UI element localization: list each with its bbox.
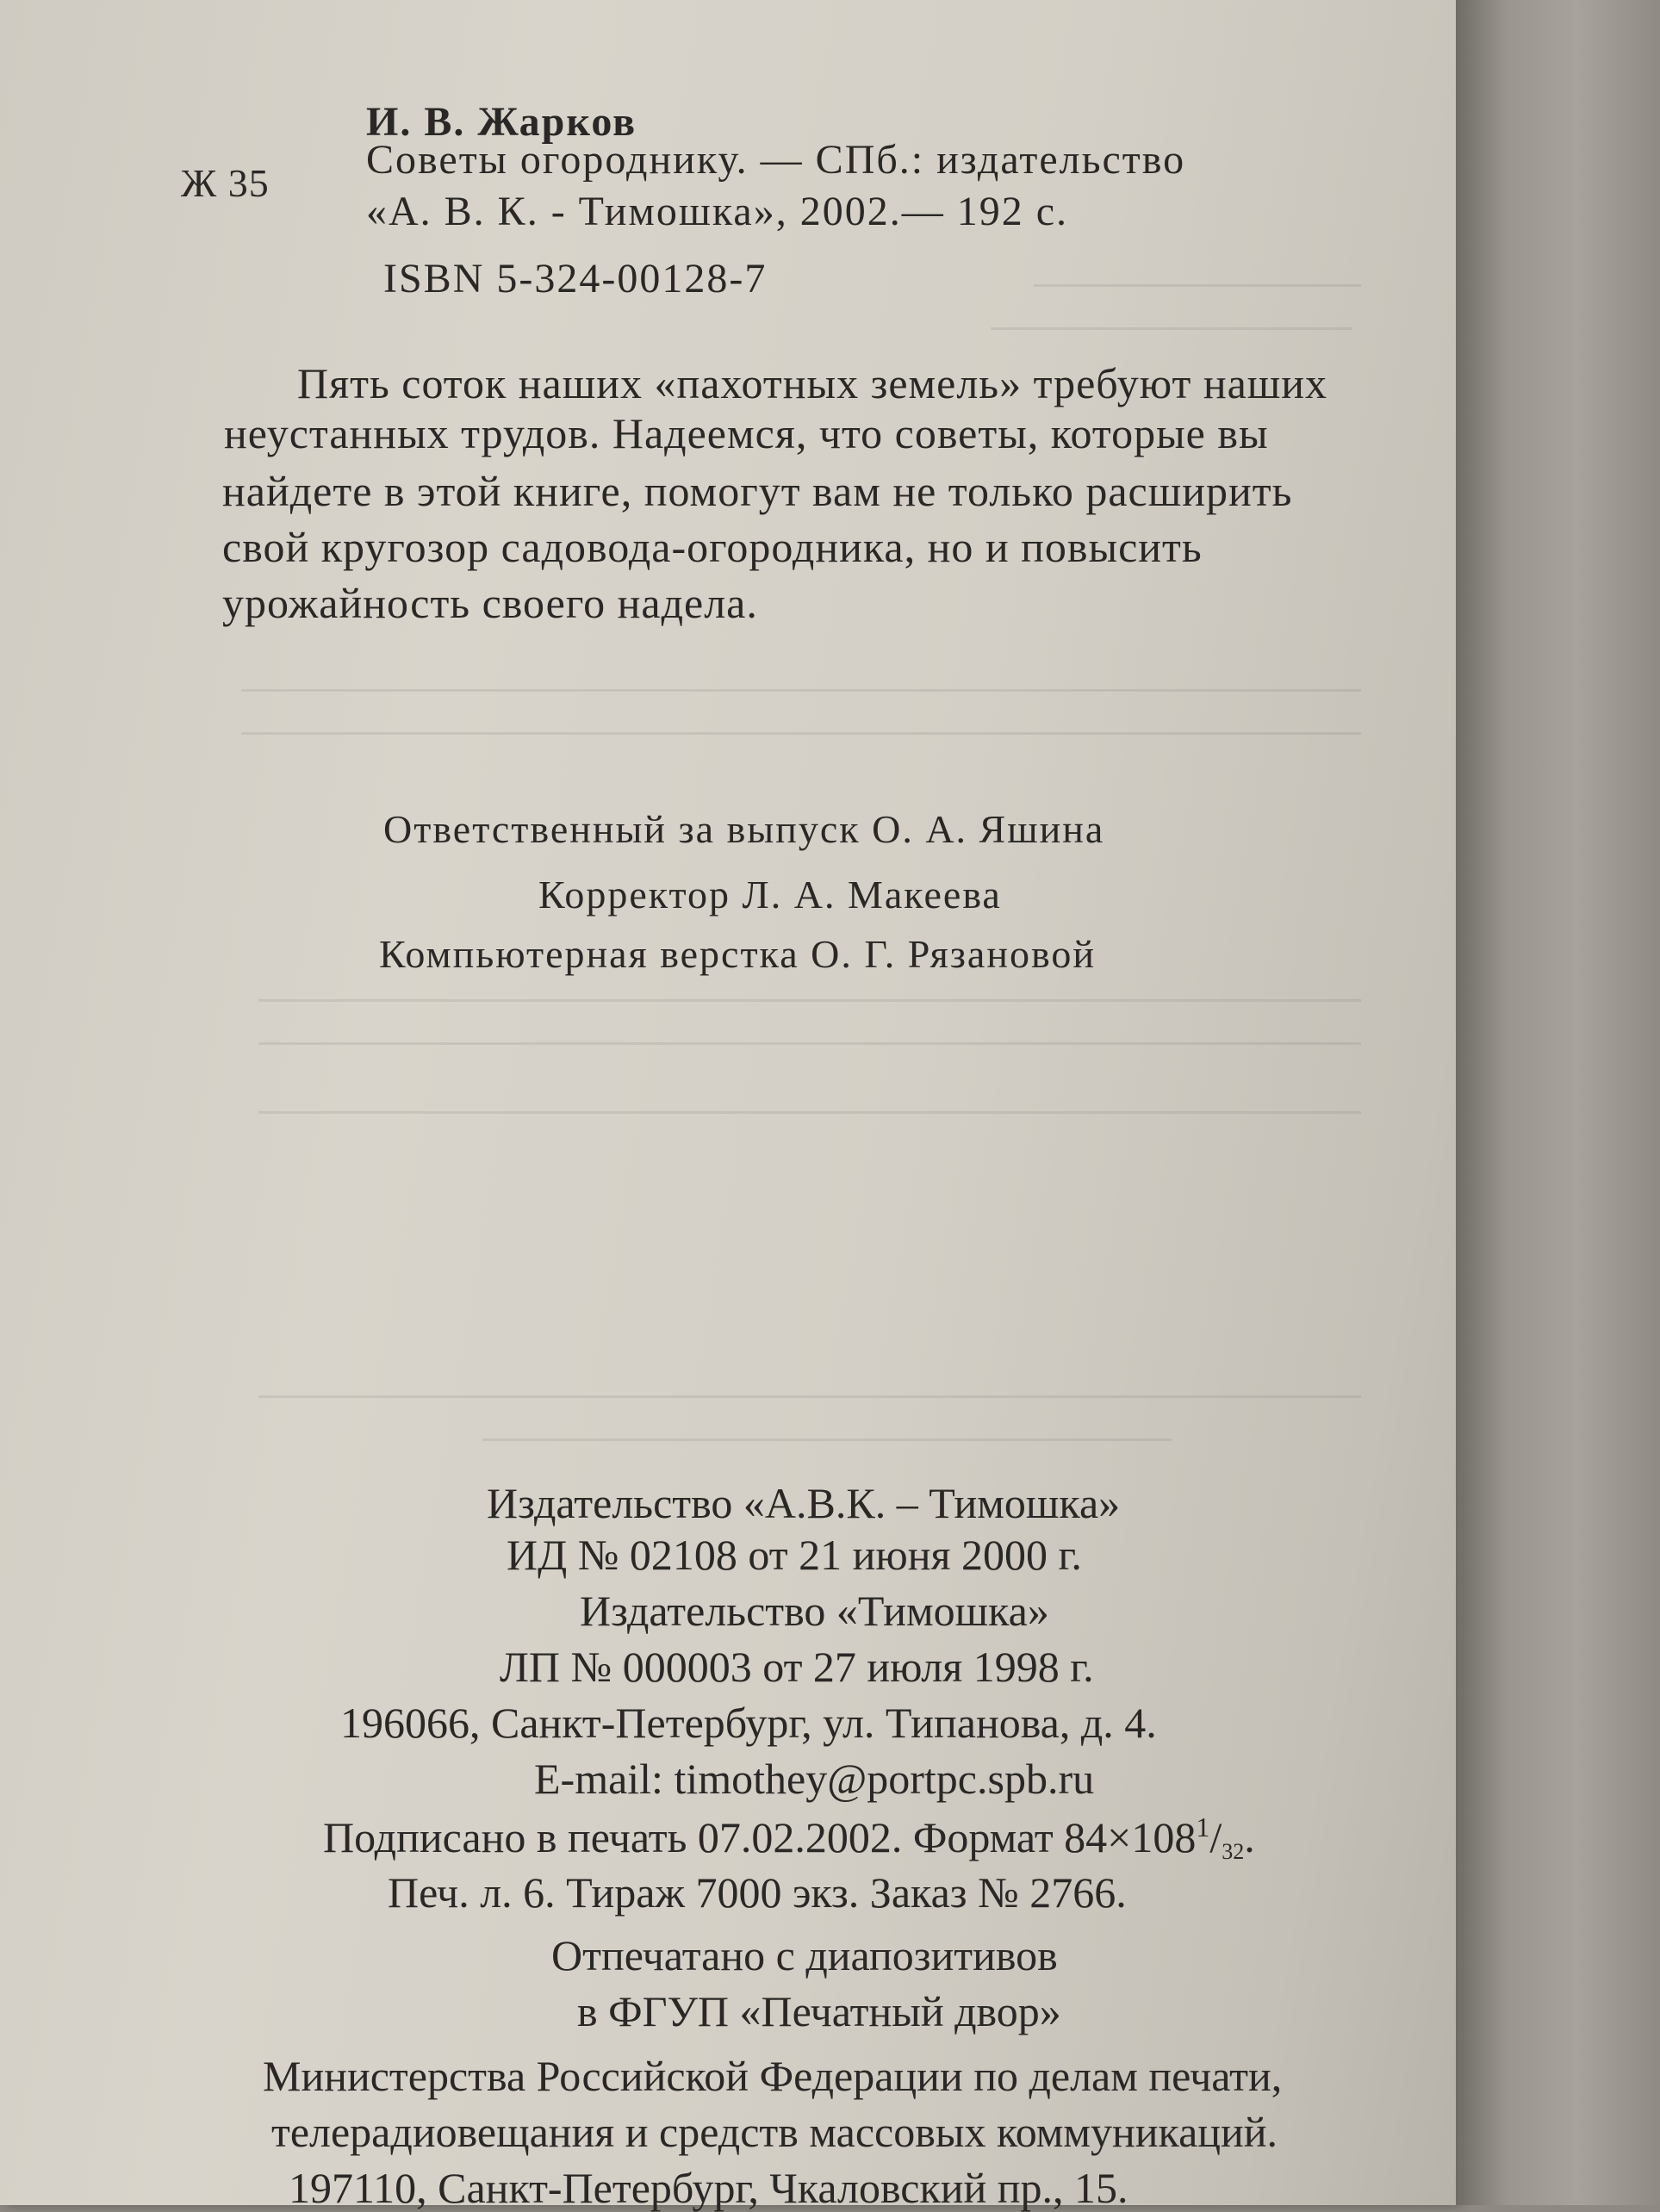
show-through-line bbox=[241, 732, 1361, 735]
show-through-line bbox=[482, 1438, 1172, 1441]
show-through-line bbox=[1034, 284, 1361, 287]
classification-code: Ж 35 bbox=[181, 161, 270, 205]
annotation-line: найдете в этой книге, помогут вам не только расширить bbox=[222, 467, 1293, 515]
show-through-line bbox=[991, 327, 1352, 330]
publisher-line: «А. В. К. - Тимошка», 2002.— 192 с. bbox=[366, 189, 1069, 234]
layout-credit: Компьютерная верстка О. Г. Рязановой bbox=[379, 932, 1096, 976]
format-denominator: 32 bbox=[1222, 1839, 1245, 1864]
show-through-line bbox=[258, 1395, 1361, 1398]
imprint-ministry-line2: телерадиовещания и средств массовых коммуникаций. bbox=[271, 2108, 1278, 2156]
imprint-publisher2: Издательство «Тимошка» bbox=[580, 1587, 1049, 1635]
imprint-publisher: Издательство «А.В.К. – Тимошка» bbox=[487, 1479, 1121, 1527]
signed-text: Подписано в печать 07.02.2002. Формат 84×108 bbox=[323, 1813, 1197, 1861]
book-title-line: Советы огороднику. — СПб.: издательство bbox=[366, 137, 1186, 183]
imprint-id-license: ИД № 02108 от 21 июня 2000 г. bbox=[507, 1531, 1082, 1579]
imprint-lp-license: ЛП № 000003 от 27 июля 1998 г. bbox=[500, 1643, 1094, 1691]
show-through-line bbox=[241, 689, 1361, 692]
annotation-line: неустанных трудов. Надеемся, что советы, которые вы bbox=[224, 409, 1269, 457]
imprint-address: 196066, Санкт-Петербург, ул. Типанова, д. 4. bbox=[340, 1699, 1157, 1747]
show-through-line bbox=[258, 1111, 1361, 1114]
show-through-line bbox=[258, 999, 1361, 1002]
annotation-line: Пять соток наших «пахотных земель» требуют наших bbox=[297, 359, 1328, 407]
imprint-printer-address: 197110, Санкт-Петербург, Чкаловский пр., 15. bbox=[289, 2164, 1128, 2212]
show-through-line bbox=[258, 1042, 1361, 1045]
isbn: ISBN 5-324-00128-7 bbox=[383, 256, 768, 301]
imprint-printer: в ФГУП «Печатный двор» bbox=[577, 1987, 1061, 2035]
signed-suffix: . bbox=[1244, 1813, 1255, 1861]
responsible-editor: Ответственный за выпуск О. А. Яшина bbox=[383, 807, 1105, 851]
book-edge bbox=[1456, 0, 1660, 2205]
imprint-ministry-line1: Министерства Российской Федерации по делам печати, bbox=[263, 2052, 1283, 2100]
format-numerator: 1 bbox=[1196, 1811, 1210, 1842]
imprint-email: E-mail: timothey@portpc.spb.ru bbox=[534, 1755, 1095, 1803]
corrector: Корректор Л. А. Макеева bbox=[538, 873, 1002, 916]
imprint-print-info: Печ. л. 6. Тираж 7000 экз. Заказ № 2766. bbox=[388, 1868, 1127, 1917]
imprint-printed-from: Отпечатано с диапозитивов bbox=[551, 1931, 1058, 1979]
author-name: И. В. Жарков bbox=[366, 99, 637, 145]
annotation-line: свой кругозор садовода-огородника, но и повысить bbox=[222, 523, 1203, 571]
imprint-signed: Подписано в печать 07.02.2002. Формат $84\times 108^1/32$. bbox=[323, 1811, 1255, 1864]
annotation-line: урожайность своего надела. bbox=[222, 579, 758, 627]
